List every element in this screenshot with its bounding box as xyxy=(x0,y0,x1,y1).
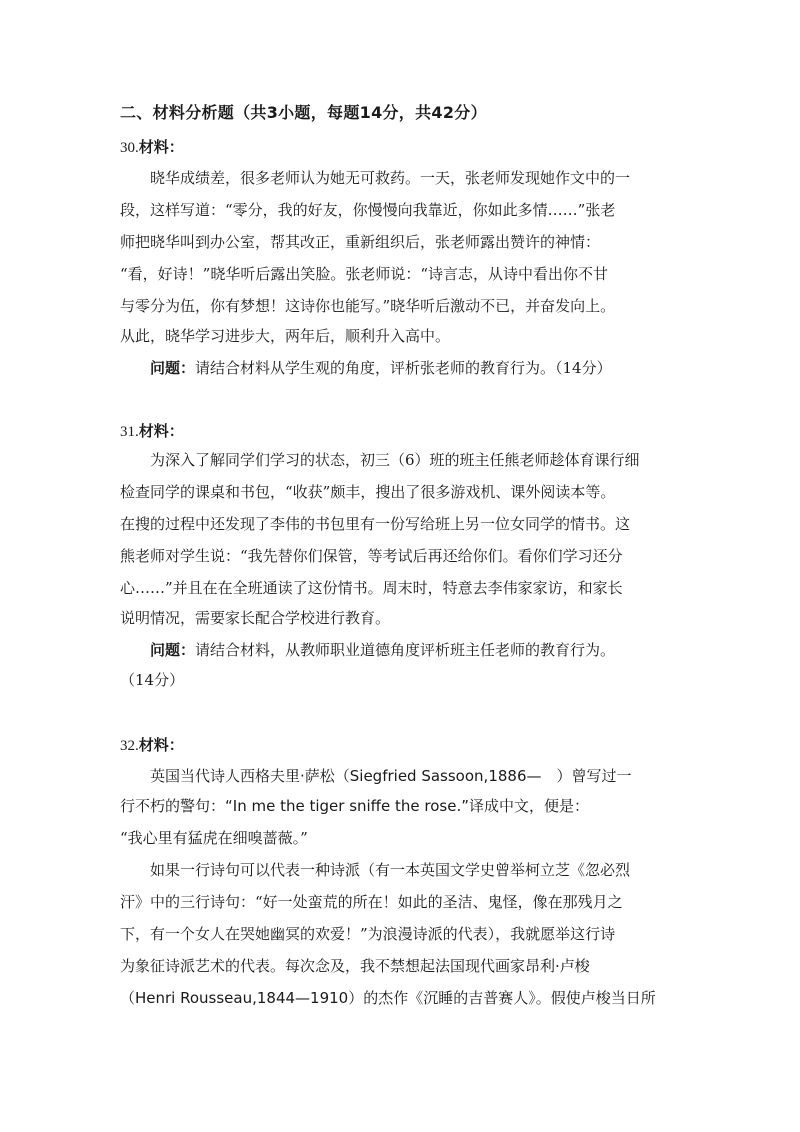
q32-line: 汗》中的三行诗句：“好一处蛮荒的所在！如此的圣洁、鬼怪，像在那残月之 xyxy=(120,893,623,911)
q31-line: 为深入了解同学们学习的状态，初三（6）班的班主任熊老师趁体育课行细 xyxy=(150,451,640,469)
q31-question xyxy=(150,640,710,660)
q31-line: 心……”并且在在全班通读了这份情书。周末时，特意去李伟家家访，和家长 xyxy=(120,579,623,597)
q31-line: 熊老师对学生说：“我先替你们保管，等考试后再还给你们。看你们学习还分 xyxy=(120,547,623,565)
q30-line: 晓华成绩差，很多老师认为她无可救药。一天，张老师发现她作文中的一 xyxy=(150,169,631,187)
q30-line: 与零分为伍，你有梦想！这诗你也能写。”晓华听后激动不已，并奋发向上。 xyxy=(120,297,616,315)
q32-material-label: 材料： xyxy=(138,736,184,754)
q30-line: 师把晓华叫到办公室，帮其改正，重新组织后，张老师露出赞许的神情： xyxy=(120,233,601,251)
section-heading: 二、材料分析题（共3小题，每题14分，共42分） xyxy=(120,103,487,122)
q30-line: 从此，晓华学习进步大，两年后，顺利升入高中。 xyxy=(120,327,451,345)
q31-question-score: （14分） xyxy=(120,671,185,689)
q30-material-label: 材料： xyxy=(138,138,184,156)
q30-line: “看，好诗！”晓华听后露出笑脸。张老师说：“诗言志，从诗中看出你不甘 xyxy=(120,265,609,283)
q31-line: 说明情况，需要家长配合学校进行教育。 xyxy=(120,609,391,627)
q31-line: 在搜的过程中还发现了李伟的书包里有一份写给班上另一位女同学的情书。这 xyxy=(120,515,631,533)
q31-material-label: 材料： xyxy=(138,422,184,440)
q32-line: 行不朽的警句：“In me the tiger sniffe the rose.”译成中文，便是： xyxy=(120,797,590,815)
q32-number: 32. xyxy=(120,738,139,754)
q32-line: “我心里有猛虎在细嗅蔷薇。” xyxy=(120,829,308,847)
q30-line: 段，这样写道：“零分，我的好友，你慢慢向我靠近，你如此多情……”张老 xyxy=(120,201,616,219)
q30-label xyxy=(120,136,184,157)
q32-line: 英国当代诗人西格夫里·萨松（Siegfried Sassoon,1886— ）曾写过一 xyxy=(150,767,632,785)
q31-question-text: 请结合材料，从教师职业道德角度评析班主任老师的教育行为。 xyxy=(195,641,616,659)
q30-number: 30. xyxy=(120,140,139,156)
q30-question-text: 请结合材料从学生观的角度，评析张老师的教育行为。（14分） xyxy=(195,359,612,377)
q31-line: 检查同学的课桌和书包，“收获”颇丰，搜出了很多游戏机、课外阅读本等。 xyxy=(120,483,616,501)
q32-label xyxy=(120,734,184,755)
q30-question-prefix: 问题： xyxy=(150,359,196,377)
q31-number: 31. xyxy=(120,424,139,440)
q31-label xyxy=(120,420,184,441)
q32-line: 如果一行诗句可以代表一种诗派（有一本英国文学史曾举柯立芝《忽必烈 xyxy=(150,861,631,879)
q32-line: 下，有一个女人在哭她幽冥的欢爱！”为浪漫诗派的代表），我就愿举这行诗 xyxy=(120,925,616,943)
q31-question-prefix: 问题： xyxy=(150,641,196,659)
q32-line: （Henri Rousseau,1844—1910）的杰作《沉睡的吉普赛人》。假使卢梭当日所 xyxy=(120,989,656,1007)
q30-question xyxy=(150,358,710,378)
q32-line: 为象征诗派艺术的代表。每次念及，我不禁想起法国现代画家昂利·卢梭 xyxy=(120,957,590,975)
